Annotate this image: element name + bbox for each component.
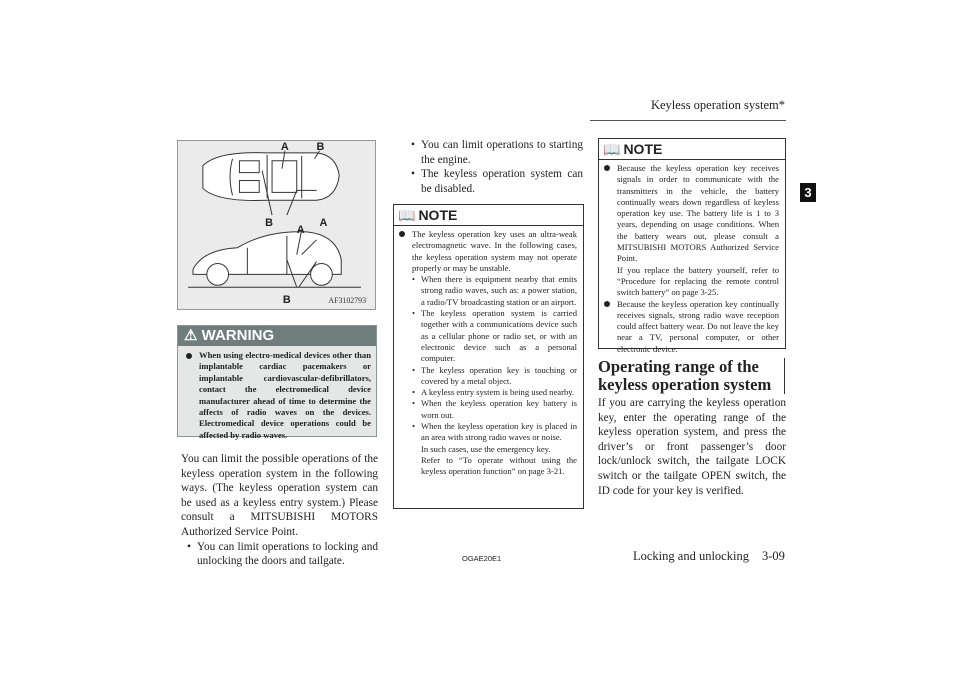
note-sub-item: • The keyless operation system is carried together with a communications device such as a cellular phone or radio set, or with an electronic device such as a personal computer.: [412, 308, 577, 364]
left-body: [181, 452, 378, 569]
list-item-text: The keyless operation system can be disabled.: [421, 168, 583, 195]
note-title: NOTE: [418, 207, 458, 223]
label-b: B: [316, 141, 325, 153]
note-cross-reference: Refer to “To operate without using the keyless operation function” on page 3-21.: [421, 454, 577, 477]
note-item: [617, 299, 779, 355]
bullet-icon: [186, 353, 192, 359]
list-item: • You can limit operations to locking and unlocking the doors and tailgate.: [187, 540, 378, 568]
label-b: B: [265, 216, 273, 229]
footer-section: Locking and unlocking: [633, 549, 749, 563]
intro-paragraph: You can limit the possible operations of the keyless operation system in the following ways. (The keyless operation system can be used as a keyless entry system.) Please consult a MITSUBISHI MOTORS Authorized Service Point.: [181, 453, 378, 538]
note-sub-item: • When the keyless operation key is placed in an area with strong radio waves or noise.: [412, 421, 577, 444]
warning-title: WARNING: [201, 327, 275, 344]
middle-bullets: [405, 138, 583, 196]
warning-body: [178, 346, 376, 441]
bullet-icon: [399, 231, 405, 237]
note-sub-item: • When there is equipment nearby that emits strong radio waves, such as: a power station, a radio/TV broadcasting station or an airport.: [412, 274, 577, 308]
note-header: [599, 139, 785, 160]
section-title: Keyless operation system*: [650, 98, 785, 112]
section-heading: Operating range of the keyless operation system: [598, 358, 785, 394]
note-text: The keyless operation key uses an ultra-weak electromagnetic wave. In the following cases, the keyless operation system may not operate properly or may be unstable.: [412, 229, 577, 273]
list-item-text: You can limit operations to starting the engine.: [421, 139, 583, 166]
label-a: A: [319, 216, 328, 229]
note-title: NOTE: [623, 141, 663, 157]
list-item-text: You can limit operations to locking and unlocking the doors and tailgate.: [197, 540, 378, 568]
page-number: 3-09: [762, 549, 785, 563]
note-sub-item: • A keyless entry system is being used nearby.: [412, 387, 577, 398]
warning-box: [177, 325, 377, 440]
footer-code: OGAE20E1: [462, 554, 502, 563]
label-b: B: [282, 294, 291, 307]
warning-triangle-icon: ⚠: [184, 327, 202, 344]
note-text: Because the keyless operation key continually receives signals, strong radio wave reception could affect battery wear. Do not leave the key near a TV, personal computer, or other electronic device.: [617, 298, 779, 354]
bullet-icon: [604, 301, 610, 307]
note-header: [394, 205, 583, 226]
note-item: [617, 163, 779, 299]
label-a: A: [280, 141, 289, 153]
warning-text: When using electro-medical devices other than implantable cardiac pacemakers or implantable cardiovascular-defibrillators, contact the electromedical device manufacturer ahead of time to determine the affects of radio waves on the devices. Electromedical device operations could be affected by radio waves.: [199, 350, 371, 440]
note-book-icon: 📖: [398, 207, 416, 223]
note-text: Because the keyless operation key receives signals in order to communicate with the transmitters in the vehicle, the battery continually wears down regardless of keyless operation key use. The battery life is 1 to 3 years, depending on usage conditions. When the battery wears out, please consult a MITSUBISHI MOTORS Authorized Service Point.: [617, 163, 779, 264]
note-sub-item: • When the keyless operation key battery is worn out.: [412, 398, 577, 421]
operating-range-paragraph: If you are carrying the keyless operation key, enter the operating range of the keyless operation system, and press the driver’s or front passenger’s door lock/unlock switch, the tailgate LOCK switch or the tailgate OPEN switch, the ID code for your key is verified.: [598, 397, 786, 497]
vehicle-antenna-diagram: [177, 140, 376, 310]
header-rule: [590, 120, 786, 121]
chapter-tab: 3: [800, 183, 816, 202]
note-item: [412, 229, 577, 478]
note-box: [393, 204, 584, 509]
note-cross-reference: If you replace the battery yourself, refer to “Procedure for replacing the remote control switch battery” on page 3-25.: [617, 264, 779, 298]
note-text: In such cases, use the emergency key.: [421, 443, 551, 454]
note-sub-item: • The keyless operation key is touching or covered by a metal object.: [412, 365, 577, 388]
label-a: A: [296, 223, 305, 236]
note-book-icon: 📖: [603, 141, 621, 157]
list-item: • The keyless operation system can be disabled.: [411, 168, 583, 195]
list-item: • You can limit operations to starting the engine.: [411, 139, 583, 166]
note-box: [598, 138, 786, 354]
bullet-icon: [604, 165, 610, 171]
note-body: [394, 226, 583, 478]
note-body: [599, 160, 785, 355]
figure-code: AF3102793: [328, 296, 367, 306]
warning-header: [178, 326, 376, 346]
